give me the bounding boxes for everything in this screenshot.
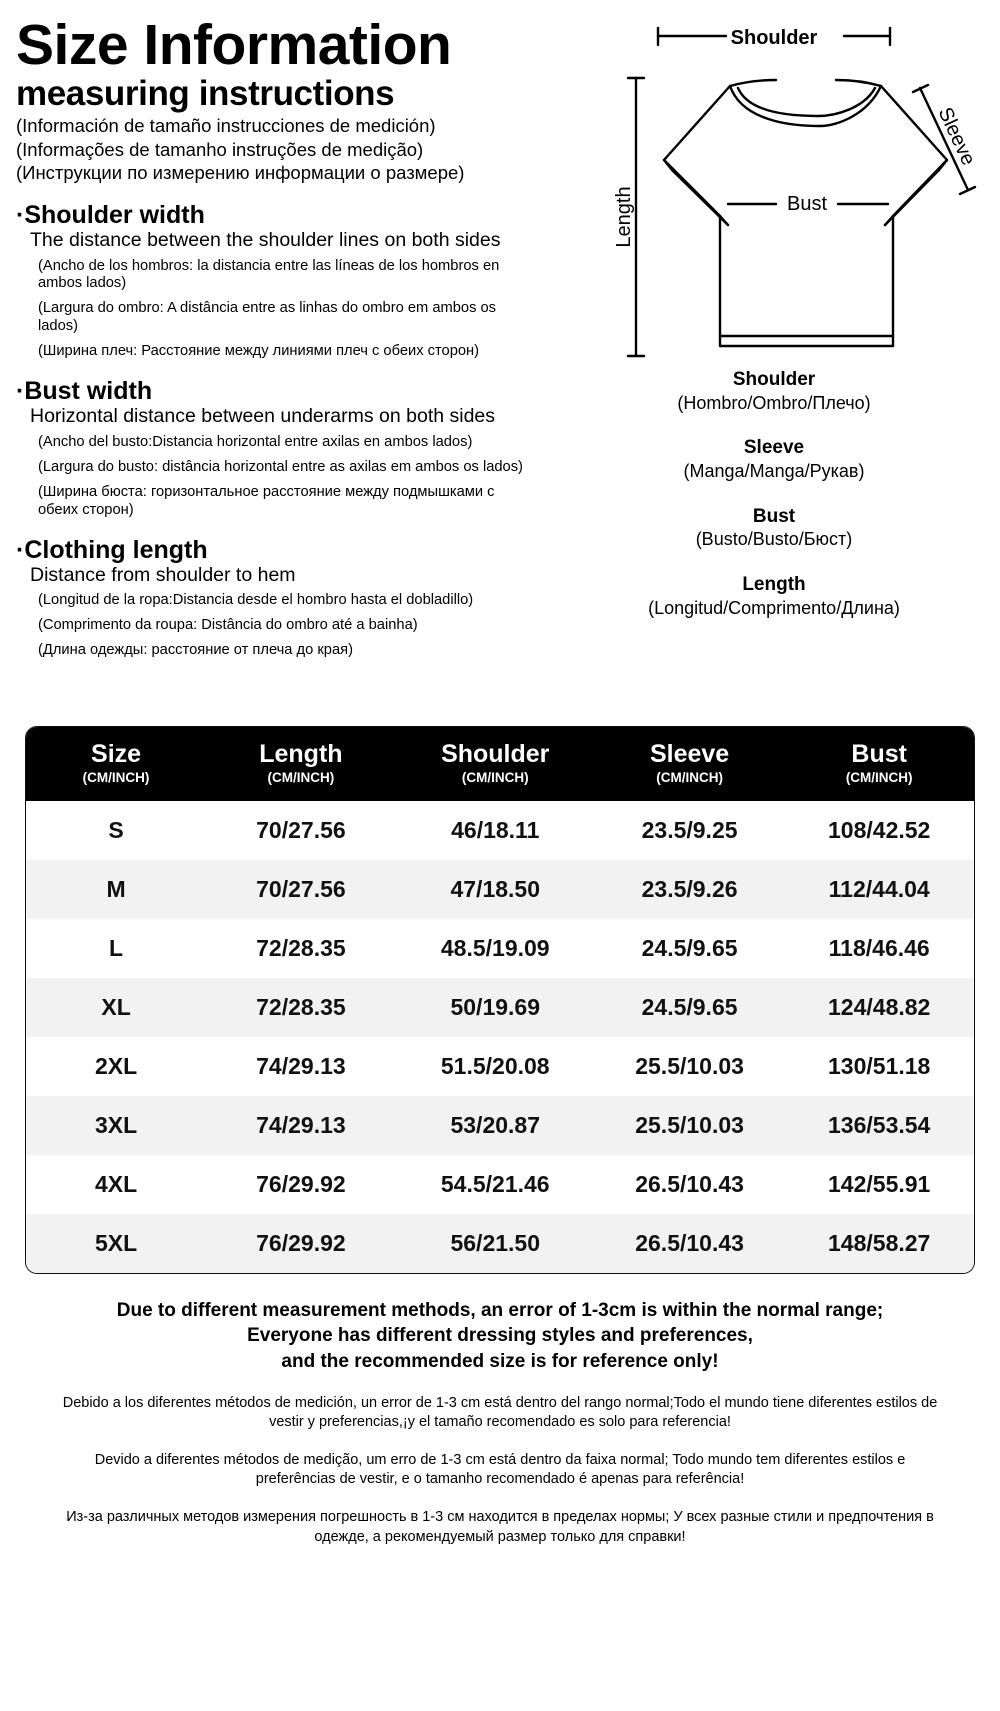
section-description-en: Horizontal distance between underarms on both sides [30, 405, 496, 428]
cell-bust: 148/58.27 [784, 1214, 974, 1273]
column-header-unit: (CM/INCH) [845, 770, 913, 786]
page-subtitle: measuring instructions [16, 73, 395, 113]
table-header [26, 727, 974, 801]
legend-label-translations: (Hombro/Ombro/Плечо) [677, 392, 871, 413]
section-heading-label: Clothing length [24, 535, 208, 564]
table-row [26, 801, 974, 860]
table-header-row [26, 727, 974, 801]
section-shoulder-width [16, 202, 548, 361]
section-description-pt: (Comprimento da roupa: Distância do ombro até a bainha) [38, 617, 418, 634]
cell-bust: 112/44.04 [784, 860, 974, 919]
cell-length: 72/28.35 [206, 978, 396, 1037]
column-header-shoulder [396, 727, 595, 801]
column-header-bust [784, 727, 974, 801]
cell-size: M [26, 860, 206, 919]
legend-label-translations: (Longitud/Comprimento/Длина) [648, 597, 900, 618]
cell-size: L [26, 919, 206, 978]
section-description-ru: (Ширина плеч: Расстояние между линиями плеч с обеих сторон) [38, 343, 480, 360]
diagram-label-shoulder: Shoulder [730, 27, 818, 49]
cell-sleeve: 24.5/9.65 [595, 919, 785, 978]
bullet-icon: · [16, 535, 25, 564]
column-header-unit: (CM/INCH) [267, 770, 335, 786]
cell-length: 74/29.13 [206, 1096, 396, 1155]
cell-shoulder: 48.5/19.09 [396, 919, 595, 978]
cell-length: 74/29.13 [206, 1037, 396, 1096]
cell-size: XL [26, 978, 206, 1037]
cell-length: 70/27.56 [206, 860, 396, 919]
column-header-label: Length [259, 740, 343, 768]
page-title: Size Information [16, 13, 452, 77]
column-header-sleeve [595, 727, 785, 801]
title-translation-ru: (Инструкции по измерению информации о размере) [16, 162, 465, 184]
section-description-pt: (Largura do ombro: A distância entre as linhas do ombro em ambos os lados) [38, 300, 497, 335]
table-row [26, 978, 974, 1037]
tshirt-diagram [548, 8, 1000, 368]
cell-length: 76/29.92 [206, 1214, 396, 1273]
disclaimer-portuguese: Devido a diferentes métodos de medição, um erro de 1-3 cm está dentro da faixa normal; Todo mundo tem diferentes estilos e preferências de vestir, e o tamanho recomendado é apenas para referência! [94, 1451, 906, 1488]
diagram-column [548, 0, 1000, 710]
column-header-unit: (CM/INCH) [461, 770, 529, 786]
diagram-label-sleeve: Sleeve [933, 104, 980, 169]
diagram-label-length: Length [613, 186, 635, 248]
tshirt-measurement-svg [548, 8, 1000, 368]
title-translation-es: (Información de tamaño instrucciones de medición) [16, 114, 436, 136]
cell-length: 72/28.35 [206, 919, 396, 978]
size-table-container [25, 726, 975, 1274]
cell-shoulder: 51.5/20.08 [396, 1037, 595, 1096]
legend-label-translations: (Busto/Busto/Бюст) [695, 529, 853, 550]
table-row [26, 1214, 974, 1273]
cell-size: 4XL [26, 1155, 206, 1214]
title-translation-pt: (Informações de tamanho instruções de medição) [16, 138, 424, 160]
disclaimer-line-1: Due to different measurement methods, an error of 1-3cm is within the normal range; [116, 1300, 884, 1321]
section-description-es: (Longitud de la ropa:Distancia desde el hombro hasta el dobladillo) [38, 592, 474, 609]
cell-sleeve: 26.5/10.43 [595, 1155, 785, 1214]
cell-sleeve: 23.5/9.26 [595, 860, 785, 919]
disclaimer-line-2: Everyone has different dressing styles and preferences, [247, 1325, 753, 1347]
cell-bust: 130/51.18 [784, 1037, 974, 1096]
column-header-unit: (CM/INCH) [82, 770, 150, 786]
cell-bust: 108/42.52 [784, 801, 974, 860]
legend-label-en: Sleeve [743, 437, 805, 459]
disclaimer-english [40, 1298, 960, 1374]
cell-shoulder: 56/21.50 [396, 1214, 595, 1273]
section-description-en: Distance from shoulder to hem [30, 563, 296, 586]
cell-sleeve: 25.5/10.03 [595, 1096, 785, 1155]
top-section [0, 0, 1000, 710]
cell-length: 76/29.92 [206, 1155, 396, 1214]
cell-shoulder: 54.5/21.46 [396, 1155, 595, 1214]
cell-size: 2XL [26, 1037, 206, 1096]
legend-item-sleeve [548, 436, 1000, 482]
cell-bust: 118/46.46 [784, 919, 974, 978]
legend-label-en: Length [742, 573, 806, 595]
bullet-icon: · [16, 200, 25, 229]
section-description-ru: (Длина одежды: расстояние от плеча до края) [38, 642, 353, 659]
cell-size: S [26, 801, 206, 860]
cell-size: 3XL [26, 1096, 206, 1155]
section-heading [16, 378, 548, 404]
section-description-pt: (Largura do busto: distância horizontal entre as axilas em ambos os lados) [38, 458, 523, 475]
measurement-legend [548, 368, 1000, 641]
disclaimer-line-3: and the recommended size is for reference only! [281, 1350, 719, 1372]
table-row [26, 1096, 974, 1155]
instructions-column [0, 0, 548, 710]
cell-bust: 124/48.82 [784, 978, 974, 1037]
table-row [26, 1037, 974, 1096]
table-row [26, 919, 974, 978]
cell-sleeve: 24.5/9.65 [595, 978, 785, 1037]
bullet-icon: · [16, 377, 25, 406]
legend-item-length [548, 573, 1000, 619]
section-description-en: The distance between the shoulder lines on both sides [30, 229, 501, 252]
section-heading-label: Shoulder width [24, 200, 205, 229]
column-header-label: Sleeve [649, 740, 730, 768]
disclaimer-section [0, 1298, 1000, 1565]
column-header-label: Size [91, 740, 142, 768]
cell-bust: 142/55.91 [784, 1155, 974, 1214]
table-row [26, 1155, 974, 1214]
legend-item-bust [548, 505, 1000, 551]
cell-size: 5XL [26, 1214, 206, 1273]
cell-bust: 136/53.54 [784, 1096, 974, 1155]
section-bust-width [16, 378, 548, 519]
cell-shoulder: 46/18.11 [396, 801, 595, 860]
cell-length: 70/27.56 [206, 801, 396, 860]
size-table [26, 727, 974, 1273]
column-header-length [206, 727, 396, 801]
column-header-label: Bust [851, 740, 907, 768]
column-header-label: Shoulder [441, 740, 550, 768]
section-clothing-length [16, 537, 548, 660]
section-heading [16, 537, 548, 563]
cell-sleeve: 23.5/9.25 [595, 801, 785, 860]
column-header-size [26, 727, 206, 801]
disclaimer-russian: Из-за различных методов измерения погрешность в 1-3 см находится в пределах нормы; У всех разные стили и предпочтения в одежде, а рекомендуемый размер только для справки! [66, 1509, 934, 1545]
cell-sleeve: 26.5/10.43 [595, 1214, 785, 1273]
section-description-es: (Ancho de los hombros: la distancia entre las líneas de los hombros en ambos lados) [38, 257, 500, 292]
legend-label-translations: (Manga/Manga/Рукав) [683, 461, 865, 481]
section-description-ru: (Ширина бюста: горизонтальное расстояние между подмышками с обеих сторон) [38, 483, 495, 518]
section-heading [16, 202, 548, 228]
section-description-es: (Ancho del busto:Distancia horizontal entre axilas en ambos lados) [38, 433, 473, 450]
column-header-unit: (CM/INCH) [656, 770, 723, 786]
diagram-label-bust: Bust [786, 193, 828, 215]
cell-shoulder: 50/19.69 [396, 978, 595, 1037]
section-heading-label: Bust width [24, 377, 153, 406]
legend-label-en: Bust [752, 505, 796, 527]
disclaimer-spanish: Debido a los diferentes métodos de medición, un error de 1-3 cm está dentro del rango normal;Todo el mundo tiene diferentes estilos de vestir y preferencias,¡y el tamaño recomendado es solo para referencia! [62, 1394, 938, 1431]
cell-shoulder: 47/18.50 [396, 860, 595, 919]
legend-label-en: Shoulder [732, 369, 816, 390]
legend-item-shoulder [548, 368, 1000, 414]
table-body [26, 801, 974, 1273]
cell-sleeve: 25.5/10.03 [595, 1037, 785, 1096]
table-row [26, 860, 974, 919]
cell-shoulder: 53/20.87 [396, 1096, 595, 1155]
